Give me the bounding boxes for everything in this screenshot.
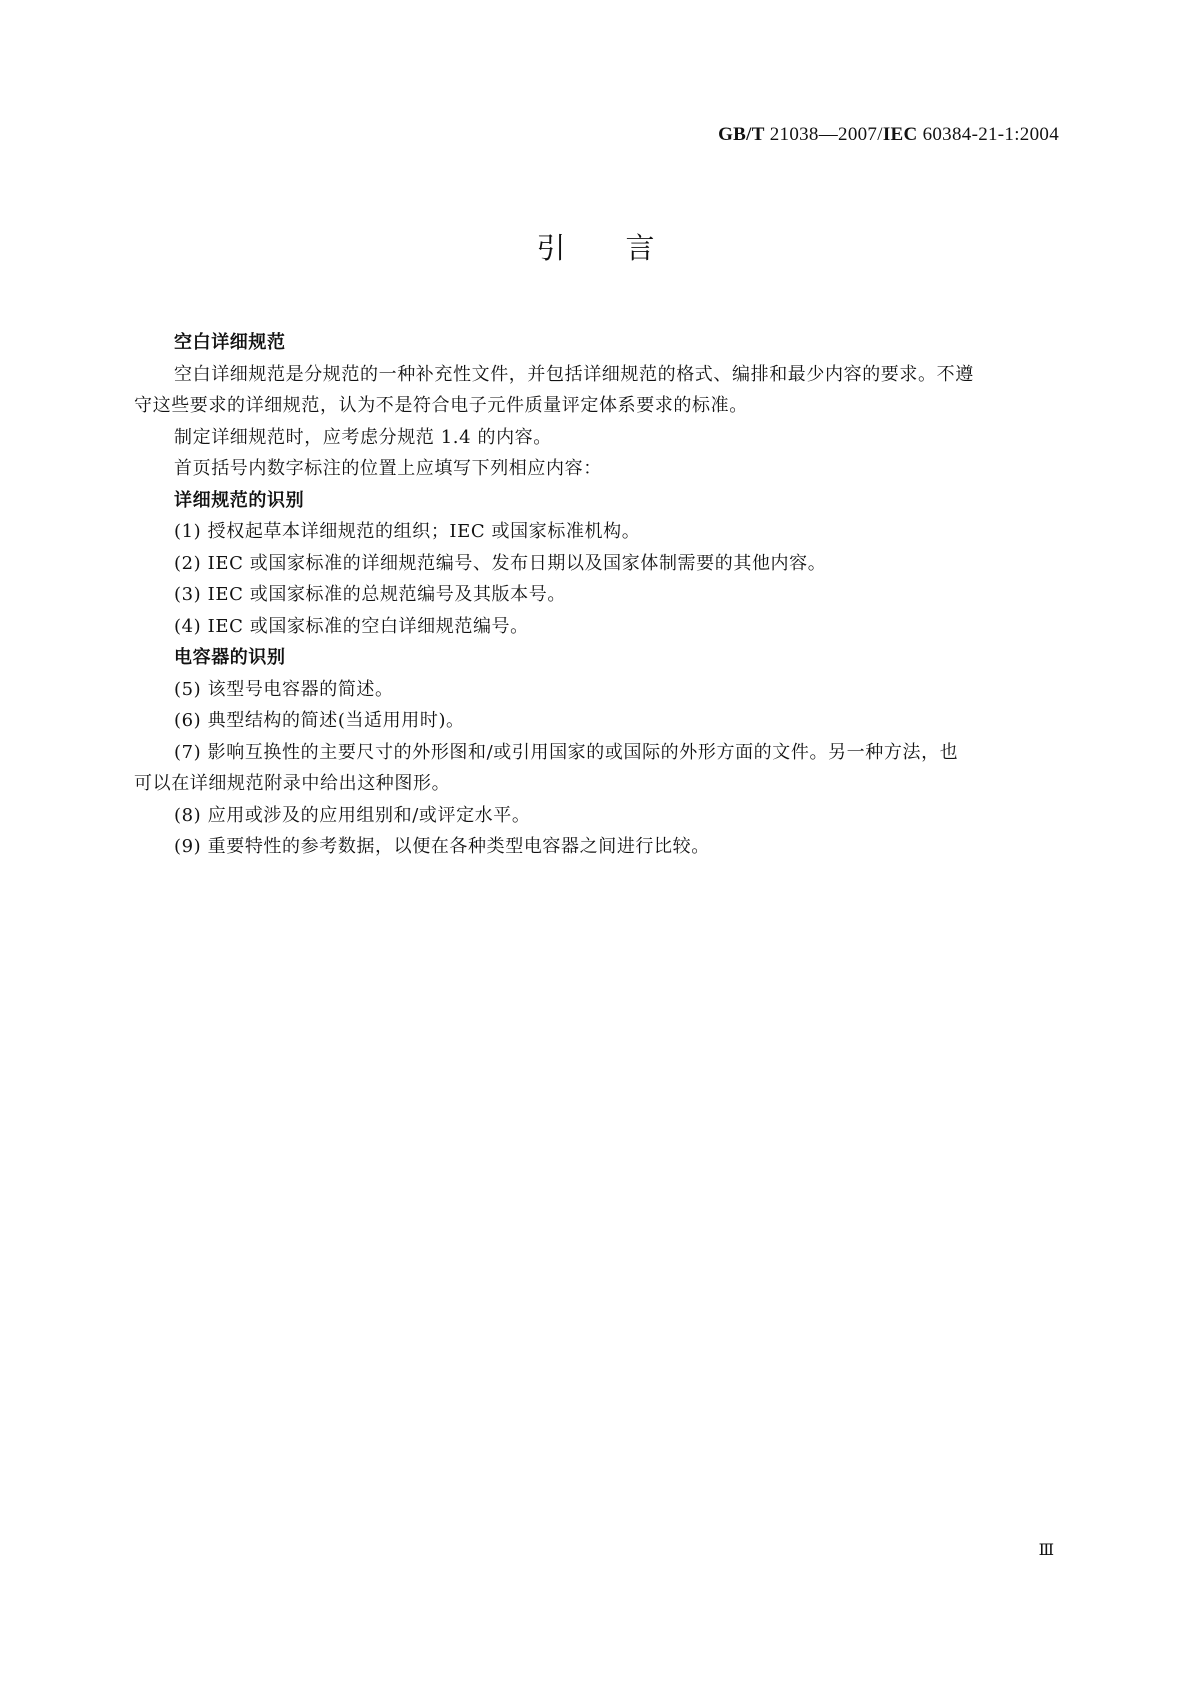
standard-number-header [718,124,1059,146]
page-title: 引言 [536,231,715,265]
list-item-continuation: 可以在详细规范附录中给出这种图形。 [134,773,451,794]
standard-number: 21038—2007/ [764,124,883,145]
section-heading-blank-spec: 空白详细规范 [174,332,286,353]
paragraph-line: 空白详细规范是分规范的一种补充性文件，并包括详细规范的格式、编排和最少内容的要求。不遵 [174,363,974,385]
list-item: (7) 影响互换性的主要尺寸的外形图和/或引用国家的或国际的外形方面的文件。另一种方法，也 [174,741,959,763]
document-body [134,327,1059,863]
list-item: (3) IEC 或国家标准的总规范编号及其版本号。 [174,584,566,605]
list-item: (2) IEC 或国家标准的详细规范编号、发布日期以及国家体制需要的其他内容。 [174,552,827,574]
paragraph-line: 守这些要求的详细规范，认为不是符合电子元件质量评定体系要求的标准。 [134,395,748,416]
list-item: (1) 授权起草本详细规范的组织；IEC 或国家标准机构。 [174,521,641,542]
list-item: (9) 重要特性的参考数据，以便在各种类型电容器之间进行比较。 [174,836,710,857]
list-item: (6) 典型结构的简述(当适用用时)。 [174,710,465,731]
list-item: (4) IEC 或国家标准的空白详细规范编号。 [174,615,529,637]
paragraph: 制定详细规范时，应考虑分规范 1.4 的内容。 [174,426,552,448]
iec-prefix: IEC [882,124,918,145]
section-heading-capacitor-identification: 电容器的识别 [174,647,286,668]
section-heading-spec-identification: 详细规范的识别 [174,489,305,511]
list-item: (8) 应用或涉及的应用组别和/或评定水平。 [174,804,531,826]
paragraph: 首页括号内数字标注的位置上应填写下列相应内容： [174,458,602,479]
iec-number: 60384-21-1:2004 [917,124,1059,145]
page-number: Ⅲ [1038,1542,1054,1559]
standard-prefix: GB/T [718,124,765,145]
list-item: (5) 该型号电容器的简述。 [174,678,394,700]
